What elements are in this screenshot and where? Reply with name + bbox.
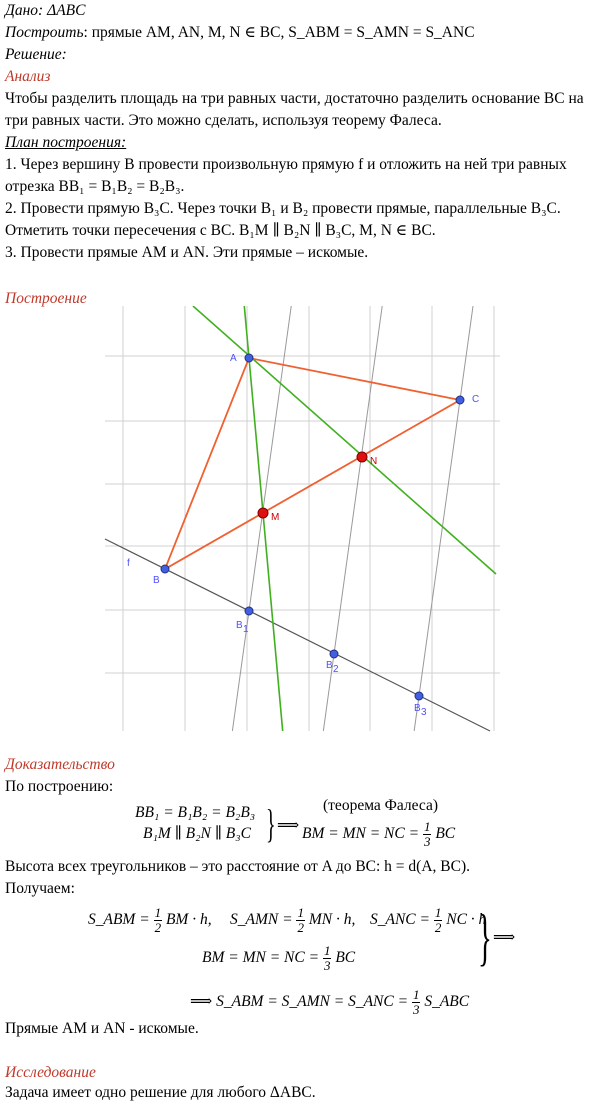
equal-segments	[202, 944, 355, 973]
frac-den: 2	[154, 920, 162, 935]
point-b3	[415, 692, 423, 700]
fraction-half	[296, 906, 305, 935]
frac-den: 3	[412, 1002, 420, 1017]
parallel-line-b3	[414, 306, 473, 731]
label-b3: B	[414, 703, 421, 714]
arrow-2: ⟹	[493, 929, 516, 946]
obtain-text: Получаем:	[5, 880, 75, 897]
label-b1: B	[236, 620, 243, 631]
plan-title: План построения:	[5, 134, 127, 151]
brace-2: }	[478, 901, 492, 972]
given-label: Дано:	[5, 2, 44, 19]
plan-step-2: 2. Провести прямую B₃C. Через точки B₁ и B₂ провести прямые, параллельные B₃C. Отметить точки пересечения с BC. B₁M ∥ B₂N ∥ B₃C, M, N ∈ BC.	[5, 200, 561, 239]
label-b2-sub: 2	[333, 664, 339, 675]
given-line	[5, 0, 85, 22]
grid	[105, 306, 500, 731]
area-anc	[370, 906, 486, 935]
analysis-title: Анализ	[5, 68, 51, 85]
result-right: BC	[435, 825, 456, 843]
label-m: M	[271, 512, 280, 523]
point-a	[245, 354, 253, 362]
s-anc-label: S_ANC =	[370, 911, 430, 929]
frac-num: 1	[297, 905, 304, 920]
frac-den: 2	[434, 920, 442, 935]
frac-num: 1	[154, 905, 162, 920]
fraction-half	[154, 906, 163, 935]
proof-title: Доказательство	[5, 756, 115, 773]
research-text: Задача имеет одно решение для любого ΔABC.	[5, 1084, 316, 1101]
label-c: C	[472, 394, 480, 405]
fraction-third	[323, 944, 332, 973]
point-b2	[330, 650, 338, 658]
eq-mid-right: BC	[335, 949, 356, 967]
area-abm	[88, 906, 212, 935]
final-equality	[190, 988, 469, 1017]
point-c	[456, 396, 464, 404]
fraction-third	[423, 820, 432, 849]
proof-line-1: BB₁ = B₁B₂ = B₂B₃	[135, 804, 256, 821]
construct-label: Построить	[5, 24, 84, 41]
area-amn	[230, 906, 355, 935]
frac-num: 1	[323, 943, 331, 958]
thales-note: (теорема Фалеса)	[323, 797, 439, 814]
label-b2: B	[326, 660, 333, 671]
construction-title: Построение	[5, 290, 87, 307]
conclusion: Прямые AM и AN - искомые.	[5, 1020, 199, 1037]
label-f: f	[127, 558, 130, 569]
frac-den: 2	[297, 920, 304, 935]
parallel-line-b1	[232, 306, 291, 731]
brace-1: }	[266, 801, 276, 846]
research-title: Исследование	[5, 1064, 96, 1081]
label-a: A	[230, 353, 237, 364]
frac-den: 3	[323, 958, 331, 973]
plan-step-3: 3. Провести прямые AM и AN. Эти прямые – искомые.	[5, 244, 369, 261]
analysis-text: Чтобы разделить площадь на три равных части, достаточно разделить основание BC на три равных части. Это можно сделать, используя теорему Фалеса.	[5, 90, 584, 129]
point-b1	[245, 607, 253, 615]
s-abm-label: S_ABM =	[88, 911, 150, 929]
label-b: B	[153, 575, 160, 586]
solution-label: Решение:	[5, 46, 67, 63]
line-an	[193, 306, 496, 574]
eq-mid-left: BM = MN = NC =	[202, 949, 320, 967]
frac-num: 1	[423, 819, 431, 834]
proof-line-2: B₁M ∥ B₂N ∥ B₃C	[143, 825, 251, 842]
construct-value: : прямые AM, AN, M, N ∈ BC, S_ABM = S_AMN = S_ANC	[83, 24, 475, 41]
fraction-third	[412, 988, 421, 1017]
result-left: BM = MN = NC =	[302, 825, 420, 843]
frac-num: 1	[412, 987, 420, 1002]
frac-den: 3	[423, 834, 431, 849]
triangle-abc	[165, 358, 460, 569]
point-m	[258, 508, 268, 518]
fraction-half	[434, 906, 443, 935]
plan-step-1: 1. Через вершину B провести произвольную прямую f и отложить на ней три равных отрезка BB₁ = B₁B₂ = B₂B₃.	[5, 156, 567, 195]
construction-figure	[0, 306, 600, 736]
label-b3-sub: 3	[421, 707, 427, 718]
s-amn-rest: MN · h,	[308, 911, 356, 929]
final-right: S_ABC	[424, 993, 470, 1011]
label-n: N	[370, 456, 378, 467]
height-text: Высота всех треугольников – это расстояние от A до BC: h = d(A, BC).	[5, 858, 470, 875]
point-n	[357, 452, 367, 462]
label-b1-sub: 1	[243, 624, 249, 635]
point-b	[161, 565, 169, 573]
s-anc-rest: NC · h	[446, 911, 487, 929]
frac-num: 1	[434, 905, 442, 920]
arrow-1: ⟹	[277, 817, 300, 834]
given-value: ΔABC	[47, 2, 86, 19]
construct-line	[5, 22, 475, 44]
s-abm-rest: BM · h,	[165, 911, 212, 929]
by-construction: По построению:	[5, 778, 114, 795]
result-line	[302, 820, 455, 849]
final-left: ⟹ S_ABM = S_AMN = S_ANC =	[190, 993, 409, 1011]
s-amn-label: S_AMN =	[230, 911, 293, 929]
